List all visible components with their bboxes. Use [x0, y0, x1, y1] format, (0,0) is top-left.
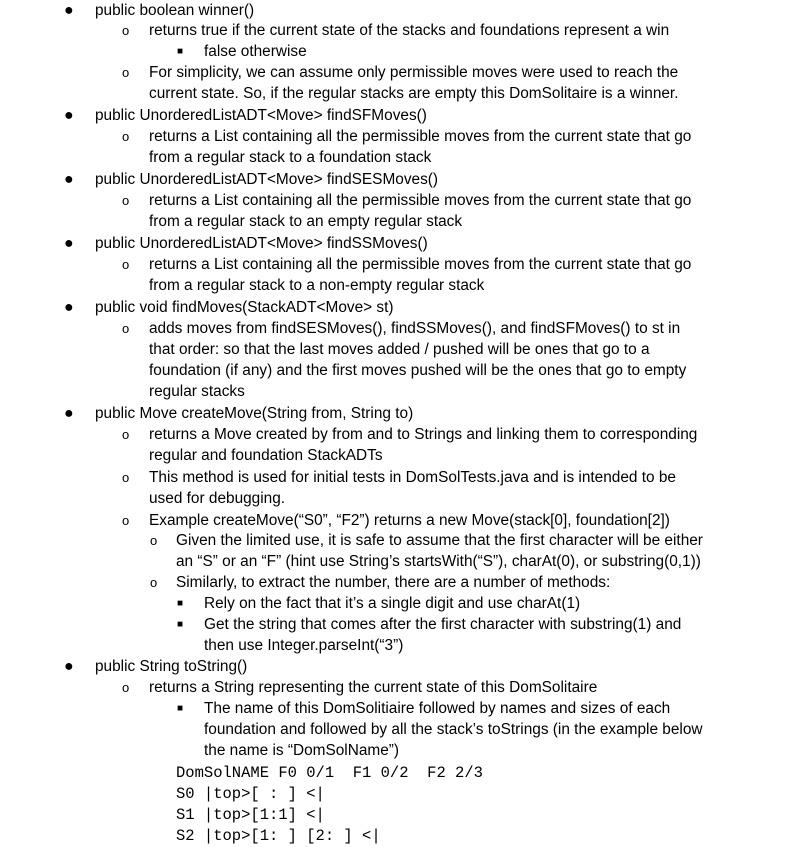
list-item: false otherwise [204, 43, 307, 60]
list-item: Rely on the fact that it’s a single digit and use charAt(1) [204, 595, 581, 612]
list-item: Similarly, to extract the number, there are a number of methods: [176, 574, 611, 591]
bullet-level3: ■ [177, 619, 184, 630]
list-item: foundation and followed by all the stack’s toStrings (in the example below [204, 721, 703, 738]
method-signature-findssmoves: public UnorderedListADT<Move> findSSMoves() [95, 235, 428, 252]
list-item: returns a Move created by from and to Strings and linking them to corresponding [149, 426, 698, 443]
bullet-level3: ■ [177, 598, 184, 609]
list-item: from a regular stack to a foundation stack [149, 149, 432, 166]
list-item: For simplicity, we can assume only permissible moves were used to reach the [149, 64, 679, 81]
method-signature-findsesmoves: public UnorderedListADT<Move> findSESMoves() [95, 171, 439, 188]
bullet-level1: ● [64, 107, 74, 124]
list-item: returns a List containing all the permissible moves from the current state that go [149, 128, 692, 145]
method-signature-tostring: public String toString() [95, 658, 248, 675]
list-item: This method is used for initial tests in DomSolTests.java and is intended to be [149, 469, 676, 486]
bullet-level2: o [122, 257, 130, 272]
bullet-level2: o [122, 193, 130, 208]
code-line: S1 |top>[1:1] <| [176, 806, 325, 824]
method-signature-createmove: public Move createMove(String from, String to) [95, 405, 414, 422]
method-signature-findsfmoves: public UnorderedListADT<Move> findSFMoves() [95, 107, 427, 124]
list-item: regular and foundation StackADTs [149, 447, 383, 464]
bullet-level1: ● [64, 405, 74, 422]
bullet-level2: o [122, 65, 130, 80]
bullet-level1: ● [64, 658, 74, 675]
bullet-level2: o [122, 321, 130, 336]
list-item: returns a List containing all the permissible moves from the current state that go [149, 256, 692, 273]
list-item: then use Integer.parseInt(“3”) [204, 637, 404, 654]
bullet-level2: o [122, 470, 130, 485]
list-item: The name of this DomSolitiaire followed by names and sizes of each [204, 700, 671, 717]
list-item: an “S” or an “F” (hint use String’s startsWith(“S”), charAt(0), or substring(0,1)) [176, 553, 701, 570]
bullet-level2: o [122, 129, 130, 144]
list-item: from a regular stack to an empty regular stack [149, 213, 463, 230]
bullet-level1: ● [64, 235, 74, 252]
bullet-level2: o [122, 513, 130, 528]
bullet-level3: ■ [177, 46, 184, 57]
bullet-level1: ● [64, 171, 74, 188]
list-item: used for debugging. [149, 490, 286, 507]
list-item: current state. So, if the regular stacks are empty this DomSolitaire is a winner. [149, 85, 679, 102]
list-item: foundation (if any) and the first moves pushed will be the ones that go to empty [149, 362, 687, 379]
list-item: returns true if the current state of the stacks and foundations represent a win [149, 22, 670, 39]
bullet-level1: ● [64, 299, 74, 316]
code-line: S0 |top>[ : ] <| [176, 785, 325, 803]
list-item: the name is “DomSolName”) [204, 742, 400, 759]
list-item: returns a List containing all the permissible moves from the current state that go [149, 192, 692, 209]
bullet-level2: o [122, 427, 130, 442]
bullet-level2: o [122, 680, 130, 695]
list-item: Given the limited use, it is safe to assume that the first character will be either [176, 532, 703, 549]
list-item: from a regular stack to a non-empty regular stack [149, 277, 485, 294]
bullet-level2: o [150, 533, 158, 548]
code-line: DomSolNAME F0 0/1 F1 0/2 F2 2/3 [176, 764, 483, 782]
bullet-level2: o [122, 23, 130, 38]
method-signature-findmoves: public void findMoves(StackADT<Move> st) [95, 299, 394, 316]
method-signature-winner: public boolean winner() [95, 2, 255, 19]
code-line: S2 |top>[1: ] [2: ] <| [176, 827, 381, 845]
bullet-level2: o [150, 575, 158, 590]
bullet-level1: ● [64, 2, 74, 19]
list-item: adds moves from findSESMoves(), findSSMoves(), and findSFMoves() to st in [149, 320, 681, 337]
list-item: that order: so that the last moves added / pushed will be ones that go to a [149, 341, 650, 358]
list-item: Get the string that comes after the first character with substring(1) and [204, 616, 682, 633]
list-item: Example createMove(“S0”, “F2”) returns a new Move(stack[0], foundation[2]) [149, 512, 670, 529]
list-item: regular stacks [149, 383, 245, 400]
bullet-level3: ■ [177, 703, 184, 714]
list-item: returns a String representing the current state of this DomSolitaire [149, 679, 598, 696]
